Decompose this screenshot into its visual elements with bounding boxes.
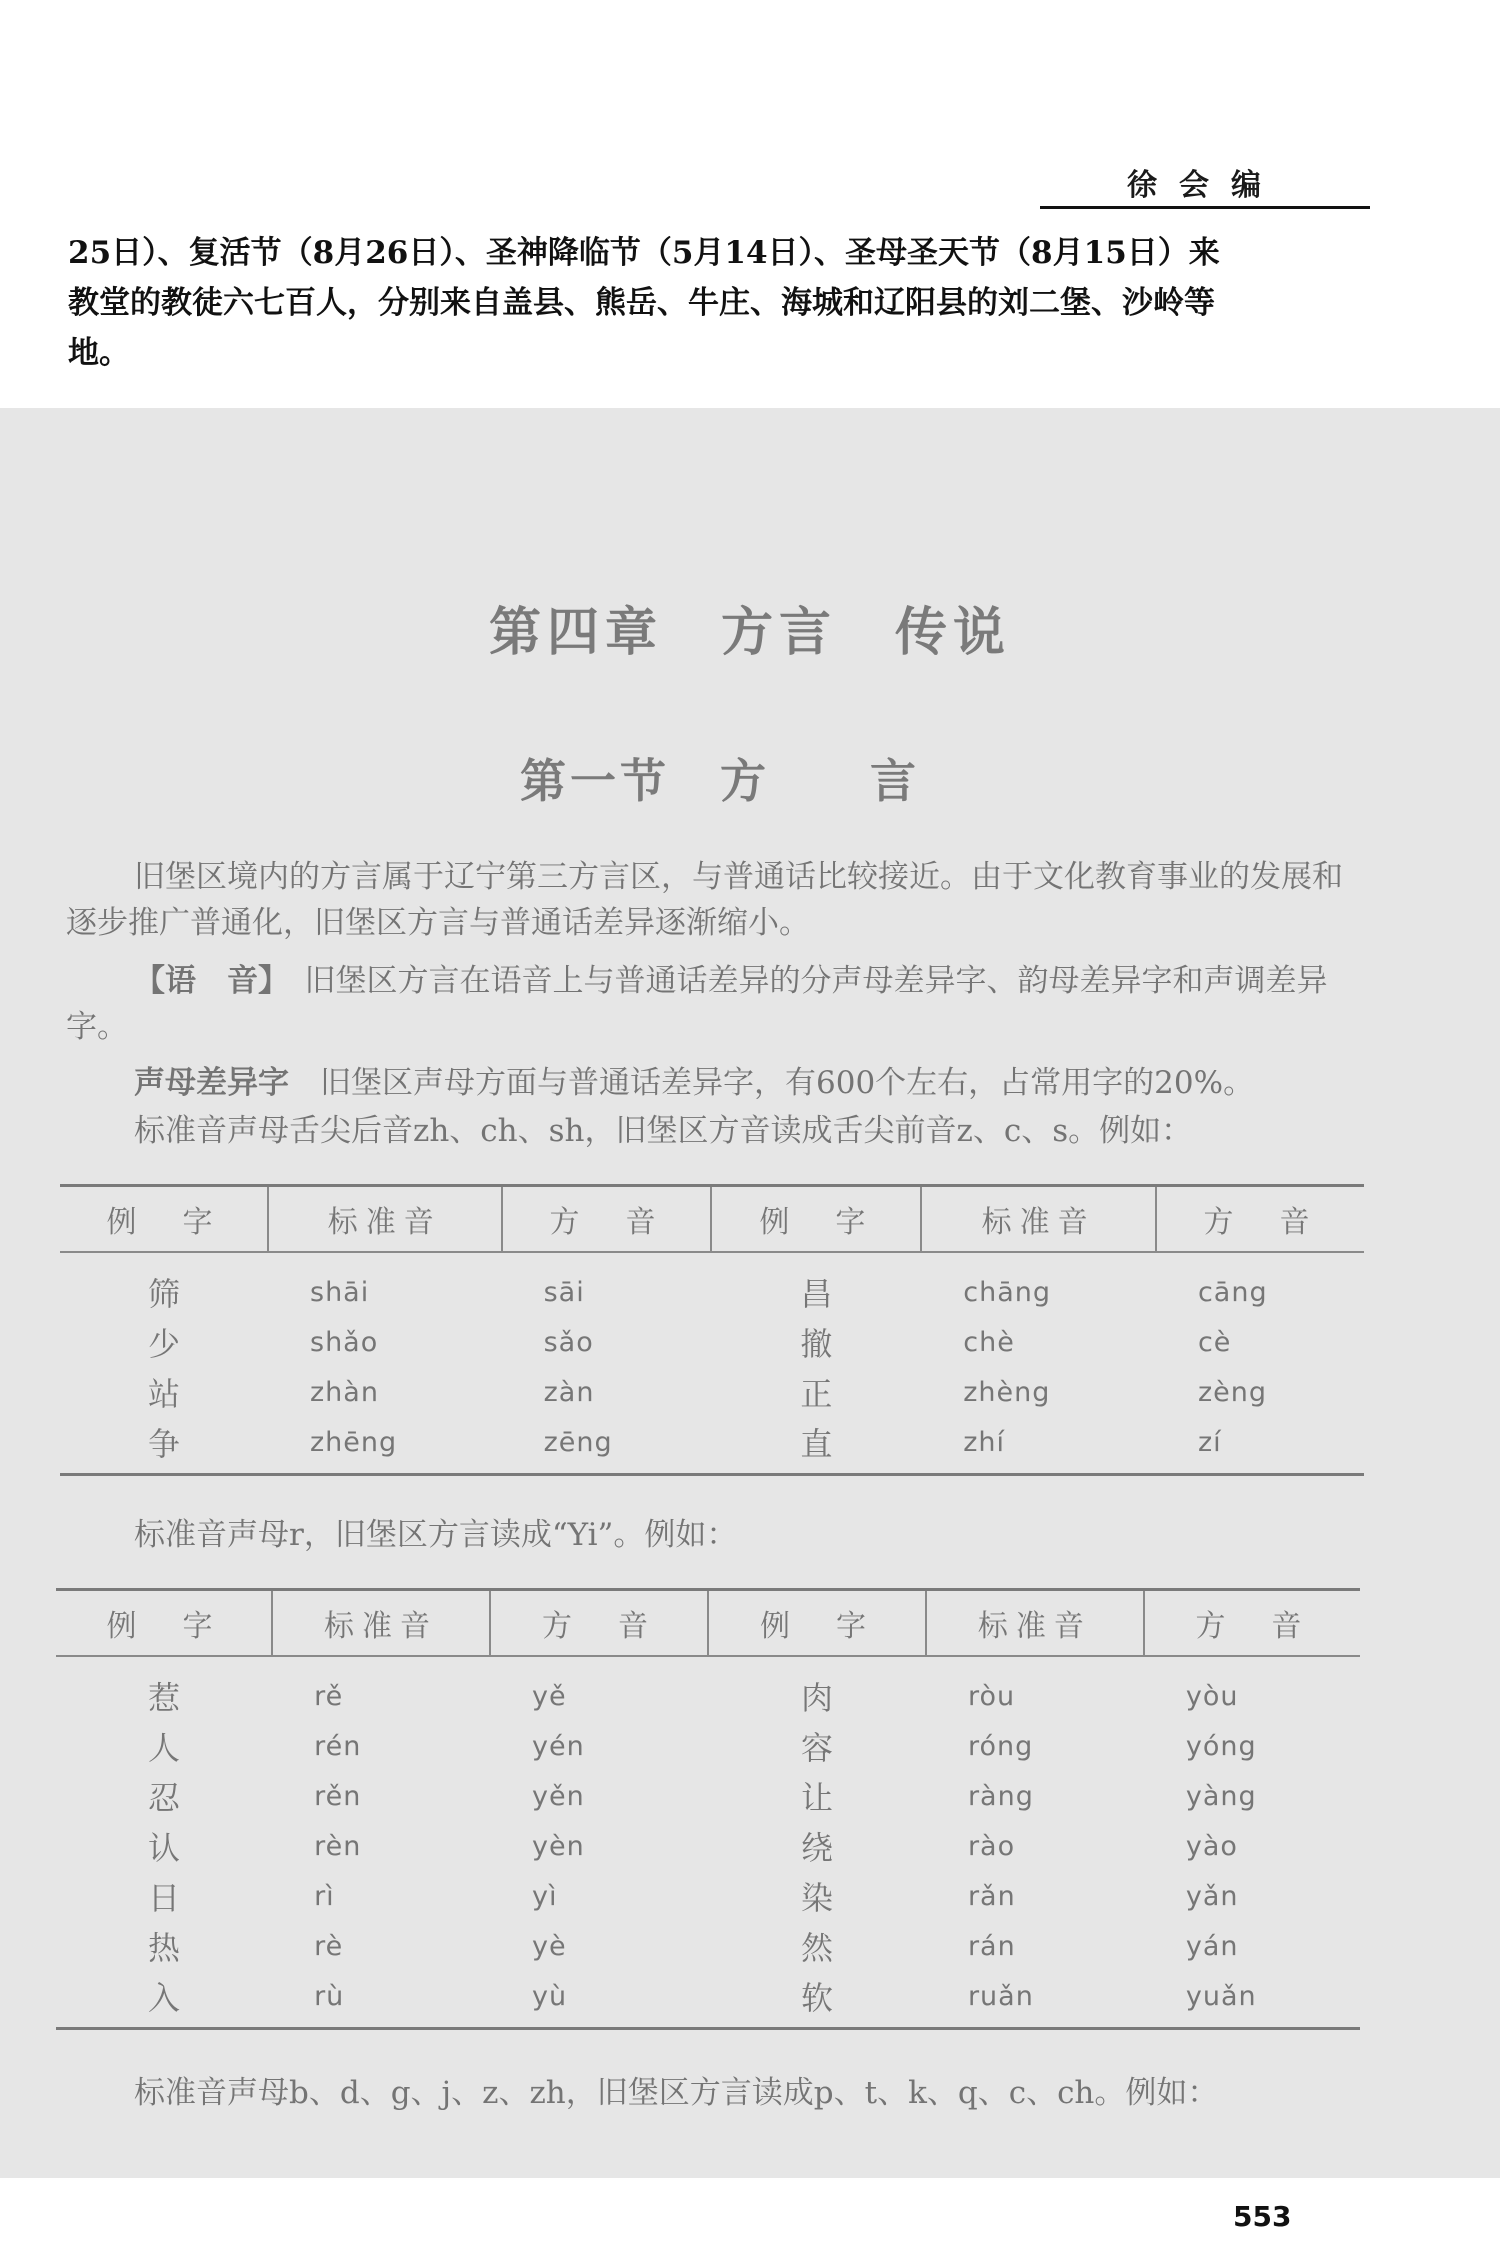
dialect-pinyin: yě — [532, 1680, 567, 1712]
header-cell: 例 字 — [106, 1609, 221, 1644]
table-row — [56, 1656, 1360, 1721]
standard-pinyin: rèn — [314, 1830, 362, 1862]
dialect-pinyin: yuǎn — [1144, 1971, 1360, 2029]
rule-paragraph-r: 标准音声母r，旧堡区方言读成“Yi”。例如： — [134, 1517, 738, 1553]
table-row — [60, 1417, 1364, 1475]
example-char: 日 — [148, 1879, 181, 1917]
dialect-pinyin: yù — [490, 1971, 708, 2029]
standard-pinyin: zhēng — [268, 1417, 502, 1475]
intro-paragraph: 旧堡区境内的方言属于辽宁第三方言区，与普通话比较接近。由于文化教育事业的发展和逐步推广普通化，旧堡区方言与普通话差异逐渐缩小。 — [66, 859, 1343, 941]
phonetics-paragraph — [66, 958, 1371, 1050]
standard-pinyin: rěn — [314, 1780, 362, 1812]
rule-paragraph-bdg: 标准音声母b、d、g、j、z、zh，旧堡区方言读成p、t、k、q、c、ch。例如： — [134, 2075, 1219, 2111]
dialect-pinyin: yì — [532, 1880, 558, 1912]
example-char: 让 — [800, 1779, 833, 1817]
standard-pinyin: chè — [963, 1326, 1015, 1358]
header-cell: 方 音 — [1156, 1186, 1364, 1253]
example-char: 撤 — [800, 1325, 833, 1363]
table-zh-ch-sh — [60, 1184, 1364, 1476]
standard-pinyin: zhèng — [963, 1376, 1051, 1408]
header-cell: 例 字 — [106, 1205, 221, 1240]
example-char: 正 — [800, 1375, 833, 1413]
dialect-pinyin: yěn — [532, 1780, 585, 1812]
dialect-pinyin: zí — [1156, 1417, 1364, 1475]
initials-label: 声母差异字 — [134, 1065, 289, 1101]
example-char: 筛 — [147, 1275, 180, 1313]
header-cell: 方 音 — [502, 1186, 712, 1253]
initials-text: 旧堡区声母方面与普通话差异字，有600个左右，占常用字的20%。 — [320, 1065, 1255, 1101]
example-char: 染 — [800, 1879, 833, 1917]
header-cell: 标准音 — [921, 1186, 1156, 1253]
standard-pinyin: rù — [272, 1971, 490, 2029]
table-row — [56, 1771, 1360, 1821]
standard-pinyin: ruǎn — [926, 1971, 1144, 2029]
table-header-row — [60, 1186, 1364, 1253]
standard-pinyin: zhàn — [310, 1376, 379, 1408]
dialect-pinyin: yén — [532, 1730, 585, 1762]
header-cell: 标准音 — [268, 1186, 502, 1253]
example-char: 站 — [147, 1375, 180, 1413]
dialect-pinyin: sǎo — [543, 1326, 594, 1358]
table-header-row — [56, 1590, 1360, 1657]
example-char: 争 — [60, 1417, 268, 1475]
example-char: 忍 — [148, 1779, 181, 1817]
header-cell: 标准音 — [272, 1590, 490, 1657]
dialect-pinyin: yán — [1185, 1930, 1239, 1962]
standard-pinyin: rè — [314, 1930, 344, 1962]
dialect-pinyin: yè — [532, 1930, 567, 1962]
example-char: 热 — [148, 1929, 181, 1967]
text-line: 25日）、复活节（8月26日）、圣神降临节（5月14日）、圣母圣天节（8月15日）来 — [68, 235, 1220, 271]
standard-pinyin: rén — [314, 1730, 362, 1762]
example-char: 软 — [708, 1971, 926, 2029]
example-char: 直 — [711, 1417, 921, 1475]
phonetics-label: 【语 音】 — [134, 963, 274, 999]
standard-pinyin: rì — [314, 1880, 335, 1912]
header-cell: 方 音 — [1144, 1590, 1360, 1657]
dialect-pinyin: yóng — [1185, 1730, 1257, 1762]
table-row — [60, 1367, 1364, 1417]
phonetics-text: 旧堡区方言在语音上与普通话差异的分声母差异字、韵母差异字和声调差异字。 — [66, 963, 1328, 1045]
example-char: 容 — [800, 1729, 833, 1767]
header-cell: 方 音 — [490, 1590, 708, 1657]
dialect-pinyin: zàn — [543, 1376, 595, 1408]
table-row — [56, 1721, 1360, 1771]
example-char: 昌 — [800, 1275, 833, 1313]
chapter-title: 第四章 方言 传说 — [488, 602, 1011, 663]
table-row — [56, 1871, 1360, 1921]
text-line: 教堂的教徒六七百人，分别来自盖县、熊岳、牛庄、海城和辽阳县的刘二堡、沙岭等 — [68, 285, 1215, 321]
standard-pinyin: róng — [967, 1730, 1034, 1762]
header-cell: 例 字 — [708, 1590, 926, 1657]
standard-pinyin: shǎo — [310, 1326, 379, 1358]
example-char: 入 — [56, 1971, 272, 2029]
dialect-pinyin: cāng — [1197, 1276, 1268, 1308]
example-char: 惹 — [148, 1679, 181, 1717]
example-char: 绕 — [800, 1829, 833, 1867]
example-char: 人 — [148, 1729, 181, 1767]
standard-pinyin: rǎn — [967, 1880, 1016, 1912]
table-row — [56, 1821, 1360, 1871]
dialect-pinyin: yòu — [1185, 1680, 1239, 1712]
dialect-pinyin: sāi — [543, 1276, 585, 1308]
standard-pinyin: ràng — [967, 1780, 1034, 1812]
initials-paragraph — [66, 1060, 1371, 1106]
example-char: 肉 — [800, 1679, 833, 1717]
dialect-pinyin: yào — [1185, 1830, 1238, 1862]
table-row — [60, 1317, 1364, 1367]
author-mark: 徐会编 — [1040, 160, 1370, 209]
standard-pinyin: zhí — [921, 1417, 1156, 1475]
dialect-pinyin: yǎn — [1185, 1880, 1239, 1912]
dialect-pinyin: zēng — [502, 1417, 712, 1475]
continuation-paragraph — [68, 228, 1378, 378]
dialect-pinyin: cè — [1197, 1326, 1232, 1358]
page-number: 553 — [1233, 2200, 1292, 2233]
section-title: 第一节 方 言 — [520, 754, 920, 808]
standard-pinyin: ròu — [967, 1680, 1016, 1712]
standard-pinyin: chāng — [963, 1276, 1051, 1308]
header-cell: 标准音 — [926, 1590, 1144, 1657]
header-cell: 例 字 — [711, 1186, 921, 1253]
dialect-pinyin: yàng — [1185, 1780, 1257, 1812]
standard-pinyin: rě — [314, 1680, 344, 1712]
table-row — [60, 1252, 1364, 1317]
dialect-pinyin: zèng — [1197, 1376, 1267, 1408]
table-r-initial — [56, 1588, 1360, 2030]
standard-pinyin: shāi — [310, 1276, 370, 1308]
standard-pinyin: rán — [967, 1930, 1016, 1962]
rule-paragraph-zh: 标准音声母舌尖后音zh、ch、sh，旧堡区方音读成舌尖前音z、c、s。例如： — [134, 1113, 1193, 1149]
example-char: 然 — [800, 1929, 833, 1967]
dialect-pinyin: yèn — [532, 1830, 585, 1862]
standard-pinyin: rào — [967, 1830, 1016, 1862]
text-line: 地。 — [68, 335, 130, 371]
table-row — [56, 1921, 1360, 1971]
example-char: 认 — [148, 1829, 181, 1867]
table-row — [56, 1971, 1360, 2029]
example-char: 少 — [147, 1325, 180, 1363]
